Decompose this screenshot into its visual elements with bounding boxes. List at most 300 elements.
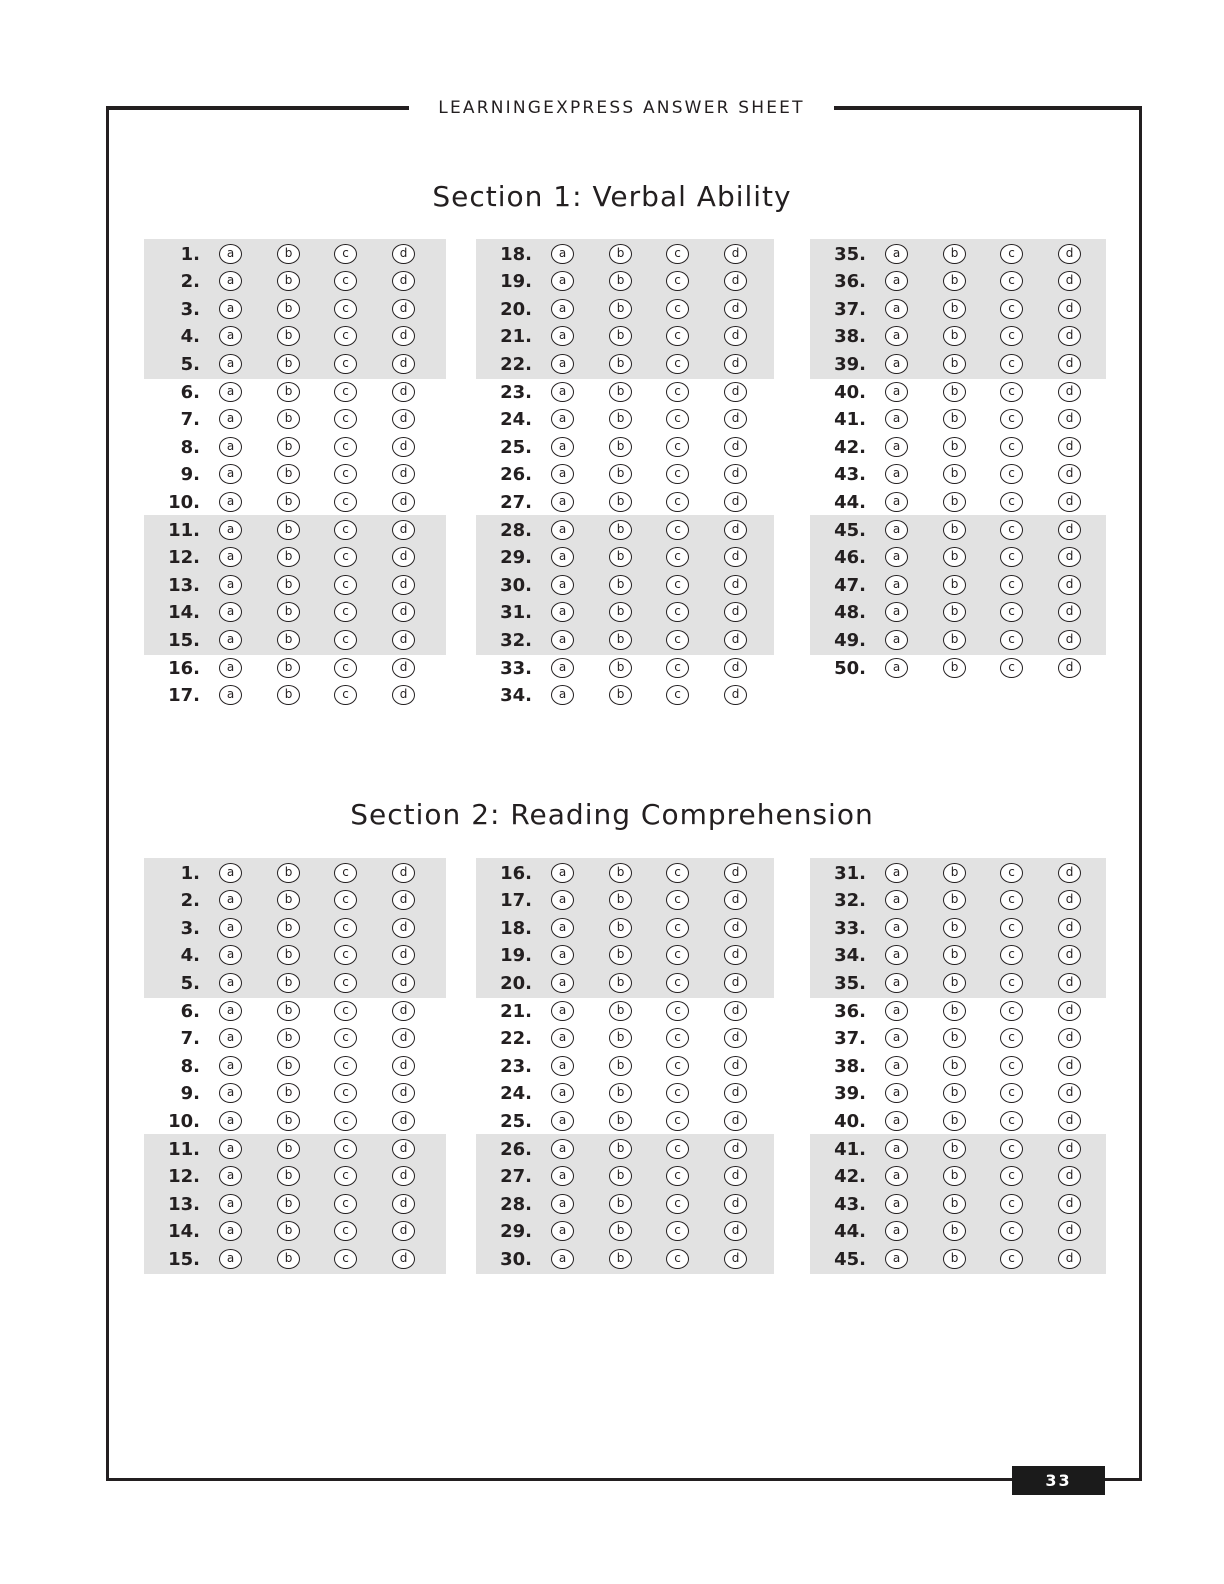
answer-bubble-a[interactable]: a	[885, 630, 908, 650]
answer-bubble-d[interactable]: d	[1058, 520, 1081, 540]
answer-bubble-a[interactable]: a	[219, 918, 242, 938]
answer-bubble-c[interactable]: c	[334, 890, 357, 910]
answer-bubble-b[interactable]: b	[609, 918, 632, 938]
answer-bubble-a[interactable]: a	[551, 1028, 574, 1048]
answer-bubble-c[interactable]: c	[334, 354, 357, 374]
answer-bubble-a[interactable]: a	[885, 945, 908, 965]
answer-bubble-b[interactable]: b	[277, 492, 300, 512]
answer-bubble-d[interactable]: d	[724, 1249, 747, 1269]
answer-bubble-c[interactable]: c	[1000, 1139, 1023, 1159]
answer-bubble-b[interactable]: b	[609, 863, 632, 883]
answer-bubble-b[interactable]: b	[943, 1111, 966, 1131]
answer-bubble-a[interactable]: a	[551, 520, 574, 540]
answer-bubble-b[interactable]: b	[609, 271, 632, 291]
answer-bubble-d[interactable]: d	[724, 890, 747, 910]
answer-bubble-c[interactable]: c	[334, 547, 357, 567]
answer-bubble-b[interactable]: b	[277, 630, 300, 650]
answer-bubble-b[interactable]: b	[943, 1221, 966, 1241]
answer-bubble-b[interactable]: b	[609, 1111, 632, 1131]
answer-bubble-c[interactable]: c	[1000, 437, 1023, 457]
answer-bubble-a[interactable]: a	[551, 409, 574, 429]
answer-bubble-c[interactable]: c	[1000, 918, 1023, 938]
answer-bubble-b[interactable]: b	[277, 685, 300, 705]
answer-bubble-a[interactable]: a	[219, 602, 242, 622]
answer-bubble-a[interactable]: a	[551, 437, 574, 457]
answer-bubble-d[interactable]: d	[392, 299, 415, 319]
answer-bubble-d[interactable]: d	[392, 973, 415, 993]
answer-bubble-d[interactable]: d	[392, 945, 415, 965]
answer-bubble-b[interactable]: b	[277, 299, 300, 319]
answer-bubble-c[interactable]: c	[334, 1111, 357, 1131]
answer-bubble-d[interactable]: d	[724, 271, 747, 291]
answer-bubble-c[interactable]: c	[1000, 658, 1023, 678]
answer-bubble-c[interactable]: c	[1000, 630, 1023, 650]
answer-bubble-d[interactable]: d	[1058, 1194, 1081, 1214]
answer-bubble-b[interactable]: b	[609, 973, 632, 993]
answer-bubble-b[interactable]: b	[943, 658, 966, 678]
answer-bubble-c[interactable]: c	[334, 1028, 357, 1048]
answer-bubble-a[interactable]: a	[885, 918, 908, 938]
answer-bubble-b[interactable]: b	[277, 1028, 300, 1048]
answer-bubble-a[interactable]: a	[885, 658, 908, 678]
answer-bubble-c[interactable]: c	[1000, 863, 1023, 883]
answer-bubble-a[interactable]: a	[885, 890, 908, 910]
answer-bubble-d[interactable]: d	[724, 658, 747, 678]
answer-bubble-d[interactable]: d	[1058, 945, 1081, 965]
answer-bubble-a[interactable]: a	[885, 1111, 908, 1131]
answer-bubble-d[interactable]: d	[724, 1194, 747, 1214]
answer-bubble-d[interactable]: d	[724, 630, 747, 650]
answer-bubble-c[interactable]: c	[666, 437, 689, 457]
answer-bubble-a[interactable]: a	[551, 685, 574, 705]
answer-bubble-d[interactable]: d	[392, 547, 415, 567]
answer-bubble-b[interactable]: b	[609, 1028, 632, 1048]
answer-bubble-a[interactable]: a	[219, 382, 242, 402]
answer-bubble-c[interactable]: c	[666, 630, 689, 650]
answer-bubble-b[interactable]: b	[609, 1194, 632, 1214]
answer-bubble-d[interactable]: d	[392, 1221, 415, 1241]
answer-bubble-b[interactable]: b	[943, 1139, 966, 1159]
answer-bubble-d[interactable]: d	[392, 492, 415, 512]
answer-bubble-d[interactable]: d	[724, 326, 747, 346]
answer-bubble-b[interactable]: b	[943, 1166, 966, 1186]
answer-bubble-d[interactable]: d	[1058, 630, 1081, 650]
answer-bubble-d[interactable]: d	[724, 1056, 747, 1076]
answer-bubble-b[interactable]: b	[943, 547, 966, 567]
answer-bubble-c[interactable]: c	[334, 1056, 357, 1076]
answer-bubble-d[interactable]: d	[1058, 1111, 1081, 1131]
answer-bubble-c[interactable]: c	[1000, 1166, 1023, 1186]
answer-bubble-c[interactable]: c	[1000, 464, 1023, 484]
answer-bubble-c[interactable]: c	[1000, 1028, 1023, 1048]
answer-bubble-a[interactable]: a	[551, 658, 574, 678]
answer-bubble-b[interactable]: b	[943, 1028, 966, 1048]
answer-bubble-d[interactable]: d	[392, 1028, 415, 1048]
answer-bubble-a[interactable]: a	[219, 464, 242, 484]
answer-bubble-d[interactable]: d	[724, 1001, 747, 1021]
answer-bubble-a[interactable]: a	[885, 271, 908, 291]
answer-bubble-b[interactable]: b	[609, 244, 632, 264]
answer-bubble-c[interactable]: c	[666, 1083, 689, 1103]
answer-bubble-d[interactable]: d	[1058, 1028, 1081, 1048]
answer-bubble-c[interactable]: c	[666, 1249, 689, 1269]
answer-bubble-a[interactable]: a	[219, 271, 242, 291]
answer-bubble-d[interactable]: d	[724, 382, 747, 402]
answer-bubble-a[interactable]: a	[219, 1056, 242, 1076]
answer-bubble-d[interactable]: d	[1058, 244, 1081, 264]
answer-bubble-a[interactable]: a	[219, 437, 242, 457]
answer-bubble-b[interactable]: b	[609, 890, 632, 910]
answer-bubble-d[interactable]: d	[1058, 973, 1081, 993]
answer-bubble-d[interactable]: d	[392, 685, 415, 705]
answer-bubble-d[interactable]: d	[392, 575, 415, 595]
answer-bubble-b[interactable]: b	[277, 890, 300, 910]
answer-bubble-d[interactable]: d	[1058, 1056, 1081, 1076]
answer-bubble-b[interactable]: b	[277, 382, 300, 402]
answer-bubble-d[interactable]: d	[1058, 1139, 1081, 1159]
answer-bubble-b[interactable]: b	[609, 326, 632, 346]
answer-bubble-a[interactable]: a	[551, 244, 574, 264]
answer-bubble-b[interactable]: b	[609, 382, 632, 402]
answer-bubble-d[interactable]: d	[724, 354, 747, 374]
answer-bubble-b[interactable]: b	[609, 575, 632, 595]
answer-bubble-c[interactable]: c	[1000, 575, 1023, 595]
answer-bubble-d[interactable]: d	[724, 945, 747, 965]
answer-bubble-c[interactable]: c	[334, 437, 357, 457]
answer-bubble-c[interactable]: c	[1000, 354, 1023, 374]
answer-bubble-c[interactable]: c	[666, 547, 689, 567]
answer-bubble-d[interactable]: d	[724, 918, 747, 938]
answer-bubble-c[interactable]: c	[334, 1083, 357, 1103]
answer-bubble-a[interactable]: a	[551, 1166, 574, 1186]
answer-bubble-b[interactable]: b	[943, 630, 966, 650]
answer-bubble-d[interactable]: d	[392, 630, 415, 650]
answer-bubble-a[interactable]: a	[551, 271, 574, 291]
answer-bubble-a[interactable]: a	[551, 602, 574, 622]
answer-bubble-d[interactable]: d	[392, 1139, 415, 1159]
answer-bubble-d[interactable]: d	[392, 1056, 415, 1076]
answer-bubble-d[interactable]: d	[1058, 382, 1081, 402]
answer-bubble-c[interactable]: c	[666, 326, 689, 346]
answer-bubble-a[interactable]: a	[219, 520, 242, 540]
answer-bubble-d[interactable]: d	[724, 685, 747, 705]
answer-bubble-d[interactable]: d	[392, 271, 415, 291]
answer-bubble-a[interactable]: a	[551, 382, 574, 402]
answer-bubble-b[interactable]: b	[943, 409, 966, 429]
answer-bubble-d[interactable]: d	[1058, 1001, 1081, 1021]
answer-bubble-b[interactable]: b	[277, 354, 300, 374]
answer-bubble-b[interactable]: b	[277, 271, 300, 291]
answer-bubble-b[interactable]: b	[277, 1111, 300, 1131]
answer-bubble-c[interactable]: c	[666, 918, 689, 938]
answer-bubble-a[interactable]: a	[885, 1249, 908, 1269]
answer-bubble-d[interactable]: d	[724, 1083, 747, 1103]
answer-bubble-c[interactable]: c	[666, 1028, 689, 1048]
answer-bubble-c[interactable]: c	[666, 890, 689, 910]
answer-bubble-b[interactable]: b	[943, 271, 966, 291]
answer-bubble-b[interactable]: b	[609, 630, 632, 650]
answer-bubble-d[interactable]: d	[724, 492, 747, 512]
answer-bubble-c[interactable]: c	[666, 382, 689, 402]
answer-bubble-b[interactable]: b	[277, 437, 300, 457]
answer-bubble-c[interactable]: c	[334, 918, 357, 938]
answer-bubble-a[interactable]: a	[885, 492, 908, 512]
answer-bubble-a[interactable]: a	[219, 547, 242, 567]
answer-bubble-a[interactable]: a	[551, 863, 574, 883]
answer-bubble-a[interactable]: a	[551, 630, 574, 650]
answer-bubble-c[interactable]: c	[1000, 326, 1023, 346]
answer-bubble-d[interactable]: d	[1058, 658, 1081, 678]
answer-bubble-b[interactable]: b	[609, 1249, 632, 1269]
answer-bubble-a[interactable]: a	[219, 244, 242, 264]
answer-bubble-d[interactable]: d	[392, 1194, 415, 1214]
answer-bubble-b[interactable]: b	[609, 1001, 632, 1021]
answer-bubble-a[interactable]: a	[885, 973, 908, 993]
answer-bubble-a[interactable]: a	[885, 602, 908, 622]
answer-bubble-c[interactable]: c	[334, 244, 357, 264]
answer-bubble-a[interactable]: a	[885, 464, 908, 484]
answer-bubble-a[interactable]: a	[219, 1001, 242, 1021]
answer-bubble-a[interactable]: a	[219, 630, 242, 650]
answer-bubble-c[interactable]: c	[334, 575, 357, 595]
answer-bubble-b[interactable]: b	[277, 244, 300, 264]
answer-bubble-d[interactable]: d	[392, 244, 415, 264]
answer-bubble-a[interactable]: a	[885, 409, 908, 429]
answer-bubble-d[interactable]: d	[1058, 575, 1081, 595]
answer-bubble-b[interactable]: b	[277, 863, 300, 883]
answer-bubble-a[interactable]: a	[551, 326, 574, 346]
answer-bubble-a[interactable]: a	[551, 299, 574, 319]
answer-bubble-b[interactable]: b	[943, 299, 966, 319]
answer-bubble-b[interactable]: b	[277, 1056, 300, 1076]
answer-bubble-b[interactable]: b	[943, 382, 966, 402]
answer-bubble-a[interactable]: a	[551, 945, 574, 965]
answer-bubble-a[interactable]: a	[219, 326, 242, 346]
answer-bubble-d[interactable]: d	[724, 1111, 747, 1131]
answer-bubble-d[interactable]: d	[724, 520, 747, 540]
answer-bubble-d[interactable]: d	[392, 1249, 415, 1269]
answer-bubble-a[interactable]: a	[551, 492, 574, 512]
answer-bubble-b[interactable]: b	[609, 1221, 632, 1241]
answer-bubble-a[interactable]: a	[219, 1194, 242, 1214]
answer-bubble-c[interactable]: c	[1000, 973, 1023, 993]
answer-bubble-b[interactable]: b	[277, 1166, 300, 1186]
answer-bubble-d[interactable]: d	[724, 464, 747, 484]
answer-bubble-b[interactable]: b	[609, 1056, 632, 1076]
answer-bubble-b[interactable]: b	[943, 1001, 966, 1021]
answer-bubble-d[interactable]: d	[1058, 890, 1081, 910]
answer-bubble-a[interactable]: a	[219, 299, 242, 319]
answer-bubble-d[interactable]: d	[392, 354, 415, 374]
answer-bubble-a[interactable]: a	[551, 354, 574, 374]
answer-bubble-a[interactable]: a	[885, 1083, 908, 1103]
answer-bubble-c[interactable]: c	[334, 520, 357, 540]
answer-bubble-b[interactable]: b	[943, 492, 966, 512]
answer-bubble-c[interactable]: c	[1000, 1083, 1023, 1103]
answer-bubble-d[interactable]: d	[392, 520, 415, 540]
answer-bubble-d[interactable]: d	[724, 437, 747, 457]
answer-bubble-a[interactable]: a	[885, 520, 908, 540]
answer-bubble-d[interactable]: d	[1058, 326, 1081, 346]
answer-bubble-c[interactable]: c	[666, 520, 689, 540]
answer-bubble-c[interactable]: c	[666, 602, 689, 622]
answer-bubble-a[interactable]: a	[219, 1166, 242, 1186]
answer-bubble-c[interactable]: c	[666, 1111, 689, 1131]
answer-bubble-c[interactable]: c	[1000, 1194, 1023, 1214]
answer-bubble-d[interactable]: d	[392, 1001, 415, 1021]
answer-bubble-b[interactable]: b	[943, 1083, 966, 1103]
answer-bubble-b[interactable]: b	[943, 575, 966, 595]
answer-bubble-b[interactable]: b	[609, 409, 632, 429]
answer-bubble-d[interactable]: d	[724, 244, 747, 264]
answer-bubble-b[interactable]: b	[609, 1166, 632, 1186]
answer-bubble-b[interactable]: b	[943, 602, 966, 622]
answer-bubble-c[interactable]: c	[666, 945, 689, 965]
answer-bubble-a[interactable]: a	[551, 464, 574, 484]
answer-bubble-c[interactable]: c	[1000, 1221, 1023, 1241]
answer-bubble-c[interactable]: c	[334, 658, 357, 678]
answer-bubble-c[interactable]: c	[334, 1166, 357, 1186]
answer-bubble-b[interactable]: b	[609, 520, 632, 540]
answer-bubble-a[interactable]: a	[219, 1139, 242, 1159]
answer-bubble-a[interactable]: a	[885, 1056, 908, 1076]
answer-bubble-c[interactable]: c	[1000, 1001, 1023, 1021]
answer-bubble-a[interactable]: a	[885, 547, 908, 567]
answer-bubble-c[interactable]: c	[666, 1001, 689, 1021]
answer-bubble-d[interactable]: d	[392, 437, 415, 457]
answer-bubble-d[interactable]: d	[392, 409, 415, 429]
answer-bubble-b[interactable]: b	[609, 1139, 632, 1159]
answer-bubble-b[interactable]: b	[609, 437, 632, 457]
answer-bubble-a[interactable]: a	[219, 863, 242, 883]
answer-bubble-c[interactable]: c	[334, 685, 357, 705]
answer-bubble-c[interactable]: c	[1000, 244, 1023, 264]
answer-bubble-c[interactable]: c	[666, 244, 689, 264]
answer-bubble-c[interactable]: c	[1000, 271, 1023, 291]
answer-bubble-a[interactable]: a	[551, 1249, 574, 1269]
answer-bubble-d[interactable]: d	[392, 1111, 415, 1131]
answer-bubble-b[interactable]: b	[609, 299, 632, 319]
answer-bubble-b[interactable]: b	[609, 685, 632, 705]
answer-bubble-c[interactable]: c	[1000, 602, 1023, 622]
answer-bubble-b[interactable]: b	[277, 575, 300, 595]
answer-bubble-b[interactable]: b	[943, 945, 966, 965]
answer-bubble-d[interactable]: d	[392, 326, 415, 346]
answer-bubble-a[interactable]: a	[885, 575, 908, 595]
answer-bubble-a[interactable]: a	[885, 299, 908, 319]
answer-bubble-c[interactable]: c	[666, 685, 689, 705]
answer-bubble-c[interactable]: c	[334, 299, 357, 319]
answer-bubble-b[interactable]: b	[277, 520, 300, 540]
answer-bubble-c[interactable]: c	[1000, 547, 1023, 567]
answer-bubble-d[interactable]: d	[392, 1166, 415, 1186]
answer-bubble-a[interactable]: a	[219, 685, 242, 705]
answer-bubble-a[interactable]: a	[885, 1139, 908, 1159]
answer-bubble-c[interactable]: c	[334, 973, 357, 993]
answer-bubble-c[interactable]: c	[334, 492, 357, 512]
answer-bubble-a[interactable]: a	[885, 1001, 908, 1021]
answer-bubble-c[interactable]: c	[1000, 1056, 1023, 1076]
answer-bubble-a[interactable]: a	[551, 1111, 574, 1131]
answer-bubble-d[interactable]: d	[724, 299, 747, 319]
answer-bubble-a[interactable]: a	[885, 1028, 908, 1048]
answer-bubble-c[interactable]: c	[1000, 299, 1023, 319]
answer-bubble-d[interactable]: d	[392, 658, 415, 678]
answer-bubble-a[interactable]: a	[551, 547, 574, 567]
answer-bubble-a[interactable]: a	[219, 1083, 242, 1103]
answer-bubble-a[interactable]: a	[551, 1056, 574, 1076]
answer-bubble-a[interactable]: a	[885, 437, 908, 457]
answer-bubble-a[interactable]: a	[551, 890, 574, 910]
answer-bubble-c[interactable]: c	[666, 464, 689, 484]
answer-bubble-a[interactable]: a	[885, 382, 908, 402]
answer-bubble-c[interactable]: c	[666, 492, 689, 512]
answer-bubble-b[interactable]: b	[943, 437, 966, 457]
answer-bubble-c[interactable]: c	[666, 863, 689, 883]
answer-bubble-d[interactable]: d	[724, 973, 747, 993]
answer-bubble-a[interactable]: a	[219, 658, 242, 678]
answer-bubble-d[interactable]: d	[392, 1083, 415, 1103]
answer-bubble-d[interactable]: d	[1058, 409, 1081, 429]
answer-bubble-c[interactable]: c	[334, 863, 357, 883]
answer-bubble-d[interactable]: d	[392, 382, 415, 402]
answer-bubble-b[interactable]: b	[277, 1139, 300, 1159]
answer-bubble-b[interactable]: b	[943, 1194, 966, 1214]
answer-bubble-a[interactable]: a	[885, 354, 908, 374]
answer-bubble-b[interactable]: b	[277, 409, 300, 429]
answer-bubble-d[interactable]: d	[1058, 492, 1081, 512]
answer-bubble-c[interactable]: c	[1000, 890, 1023, 910]
answer-bubble-d[interactable]: d	[392, 464, 415, 484]
answer-bubble-a[interactable]: a	[551, 1001, 574, 1021]
answer-bubble-c[interactable]: c	[334, 1221, 357, 1241]
answer-bubble-d[interactable]: d	[1058, 1249, 1081, 1269]
answer-bubble-a[interactable]: a	[551, 918, 574, 938]
answer-bubble-b[interactable]: b	[609, 464, 632, 484]
answer-bubble-c[interactable]: c	[666, 575, 689, 595]
answer-bubble-c[interactable]: c	[334, 271, 357, 291]
answer-bubble-a[interactable]: a	[219, 575, 242, 595]
answer-bubble-a[interactable]: a	[885, 1221, 908, 1241]
answer-bubble-d[interactable]: d	[724, 1166, 747, 1186]
answer-bubble-c[interactable]: c	[1000, 520, 1023, 540]
answer-bubble-c[interactable]: c	[334, 1249, 357, 1269]
answer-bubble-d[interactable]: d	[392, 602, 415, 622]
answer-bubble-a[interactable]: a	[551, 1139, 574, 1159]
answer-bubble-c[interactable]: c	[666, 409, 689, 429]
answer-bubble-b[interactable]: b	[277, 602, 300, 622]
answer-bubble-b[interactable]: b	[277, 464, 300, 484]
answer-bubble-d[interactable]: d	[1058, 863, 1081, 883]
answer-bubble-b[interactable]: b	[277, 1221, 300, 1241]
answer-bubble-c[interactable]: c	[666, 354, 689, 374]
answer-bubble-c[interactable]: c	[334, 464, 357, 484]
answer-bubble-b[interactable]: b	[277, 547, 300, 567]
answer-bubble-d[interactable]: d	[392, 863, 415, 883]
answer-bubble-c[interactable]: c	[334, 382, 357, 402]
answer-bubble-b[interactable]: b	[943, 918, 966, 938]
answer-bubble-d[interactable]: d	[1058, 1221, 1081, 1241]
answer-bubble-c[interactable]: c	[666, 1056, 689, 1076]
answer-bubble-c[interactable]: c	[334, 945, 357, 965]
answer-bubble-d[interactable]: d	[1058, 547, 1081, 567]
answer-bubble-b[interactable]: b	[609, 1083, 632, 1103]
answer-bubble-c[interactable]: c	[334, 1139, 357, 1159]
answer-bubble-a[interactable]: a	[219, 1028, 242, 1048]
answer-bubble-c[interactable]: c	[334, 602, 357, 622]
answer-bubble-c[interactable]: c	[1000, 492, 1023, 512]
answer-bubble-a[interactable]: a	[885, 863, 908, 883]
